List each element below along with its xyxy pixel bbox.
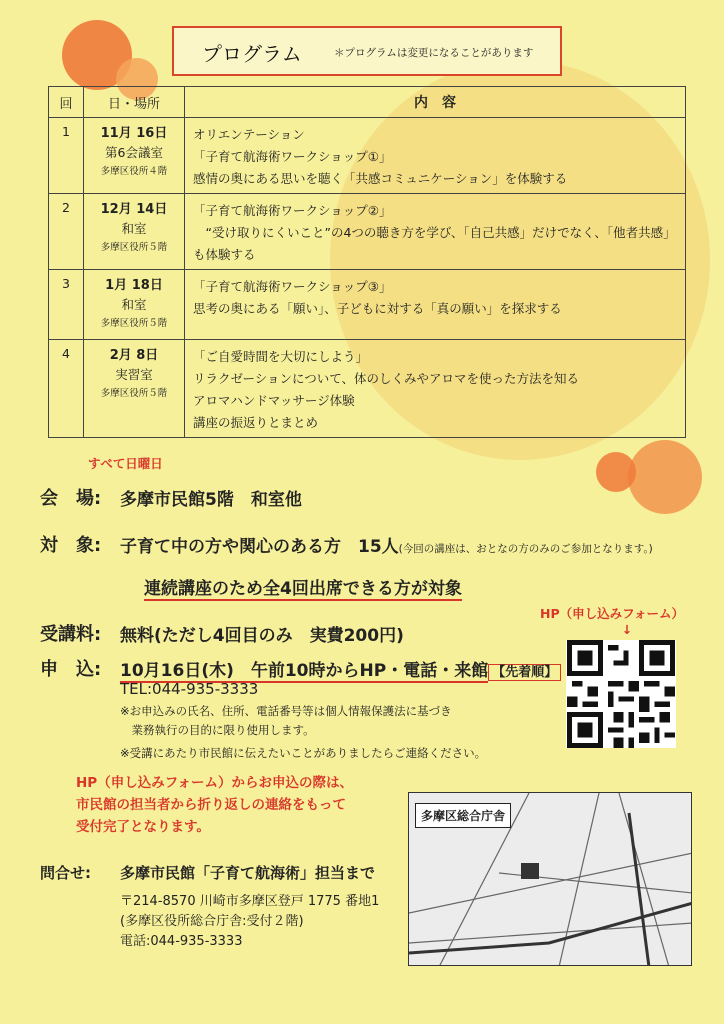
session-date: 12月 14日 <box>100 202 168 217</box>
decor-circle-right-small <box>596 452 636 492</box>
content-line: 「子育て航海術ワークショップ①」 <box>193 149 392 164</box>
all-sunday-note: すべて日曜日 <box>88 456 163 471</box>
session-date: 11月 16日 <box>100 126 168 141</box>
header-date: 日・場所 <box>84 87 185 118</box>
table-row <box>49 194 686 270</box>
inquiry-details <box>120 892 379 952</box>
decor-circle-orange-right <box>628 440 702 514</box>
content-line: 思考の奥にある「願い」、子どもに対する「真の願い」を探求する <box>193 301 562 316</box>
session-no: 4 <box>49 340 84 438</box>
hp-notice-line: 受付完了となります。 <box>76 819 210 835</box>
session-date: 1月 18日 <box>105 278 163 293</box>
content-line: 「子育て航海術ワークショップ②」 <box>193 203 392 218</box>
program-title: プログラム <box>202 42 302 66</box>
session-location: 多摩区役所５階 <box>100 318 168 329</box>
program-note: ＊プログラムは変更になることがあります <box>334 47 534 59</box>
inquiry-label: 問合せ: <box>40 864 91 882</box>
condition-text: 連続講座のため全4回出席できる方が対象 <box>144 579 462 599</box>
header-no: 回 <box>49 87 84 118</box>
session-room: 第6会議室 <box>105 145 163 160</box>
session-date-cell <box>84 194 185 270</box>
session-date-cell <box>84 340 185 438</box>
content-line: も体験する <box>193 247 256 262</box>
content-line: 講座の振返りとまとめ <box>193 415 319 430</box>
target-note: (今回の講座は、おとなの方のみのご参加となります。) <box>398 543 653 555</box>
content-line: 「子育て航海術ワークショップ③」 <box>193 279 392 294</box>
inquiry-tel: 電話:044-935-3333 <box>120 934 243 949</box>
inquiry-value: 多摩市民館「子育て航海術」担当まで <box>120 864 376 882</box>
session-content <box>185 340 686 438</box>
hp-notice-line: 市民館の担当者から折り返しの連絡をもって <box>76 797 346 813</box>
session-location: 多摩区役所５階 <box>100 388 168 399</box>
session-content <box>185 194 686 270</box>
session-date: 2月 8日 <box>109 348 159 363</box>
apply-value <box>120 656 561 681</box>
header-content: 内 容 <box>185 87 686 118</box>
session-no: 3 <box>49 270 84 340</box>
session-location: 多摩区役所４階 <box>100 166 168 177</box>
program-table <box>48 86 686 438</box>
target-label: 対 象: <box>40 535 102 556</box>
session-room: 実習室 <box>115 367 153 382</box>
note-line: ※受講にあたり市民館に伝えたいことがありましたらご連絡ください。 <box>120 746 487 760</box>
program-header <box>172 26 562 76</box>
content-line: 「ご自愛時間を大切にしよう」 <box>193 349 369 364</box>
inquiry-address2: (多摩区役所総合庁舎:受付２階) <box>120 914 304 929</box>
target-text: 子育て中の方や関心のある方 15人 <box>120 537 399 557</box>
note-line: 業務執行の目的に限り使用します。 <box>120 723 315 737</box>
session-content <box>185 118 686 194</box>
table-header-row <box>49 87 686 118</box>
target-value <box>120 532 653 557</box>
content-line: オリエンテーション <box>193 127 305 142</box>
notes <box>120 702 486 763</box>
venue-label: 会 場: <box>40 488 102 509</box>
session-no: 1 <box>49 118 84 194</box>
hp-notice <box>76 772 353 838</box>
apply-main: 10月16日(木) 午前10時からHP・電話・来館 <box>120 661 489 681</box>
fee-value: 無料(ただし4回目のみ 実費200円) <box>120 626 404 646</box>
apply-tag: 【先着順】 <box>488 664 561 681</box>
hp-notice-line: HP（申し込みフォーム）からお申込の際は、 <box>76 775 354 791</box>
table-row <box>49 118 686 194</box>
apply-label: 申 込: <box>40 659 102 680</box>
access-map[interactable] <box>408 792 692 966</box>
table-row <box>49 340 686 438</box>
qr-code[interactable] <box>566 640 676 748</box>
session-content <box>185 270 686 340</box>
note-line: ※お申込みの氏名、住所、電話番号等は個人情報保護法に基づき <box>120 704 452 718</box>
session-room: 和室 <box>121 221 147 236</box>
hp-form-text: HP（申し込みフォーム） <box>540 606 684 621</box>
table-row <box>49 270 686 340</box>
venue-value: 多摩市民館5階 和室他 <box>120 490 302 510</box>
session-date-cell <box>84 118 185 194</box>
hp-form-label <box>540 604 684 637</box>
content-line: “受け取りにくいこと”の4つの聴き方を学び、「自己共感」だけでなく、「他者共感」 <box>193 225 676 240</box>
content-line: アロマハンドマッサージ体験 <box>193 393 355 408</box>
session-room: 和室 <box>121 297 147 312</box>
content-line: リラクゼーションについて、体のしくみやアロマを使った方法を知る <box>193 371 580 386</box>
apply-tel: TEL:044-935-3333 <box>120 680 259 698</box>
session-date-cell <box>84 270 185 340</box>
down-arrow-icon: ↓ <box>621 622 633 637</box>
session-location: 多摩区役所５階 <box>100 242 168 253</box>
map-label: 多摩区総合庁舎 <box>415 803 511 828</box>
fee-label: 受講料: <box>40 624 102 645</box>
session-no: 2 <box>49 194 84 270</box>
condition <box>144 574 462 599</box>
content-line: 感情の奥にある思いを聴く「共感コミュニケーション」を体験する <box>193 171 568 186</box>
inquiry-address1: 〒214-8570 川崎市多摩区登戸 1775 番地1 <box>120 894 380 909</box>
